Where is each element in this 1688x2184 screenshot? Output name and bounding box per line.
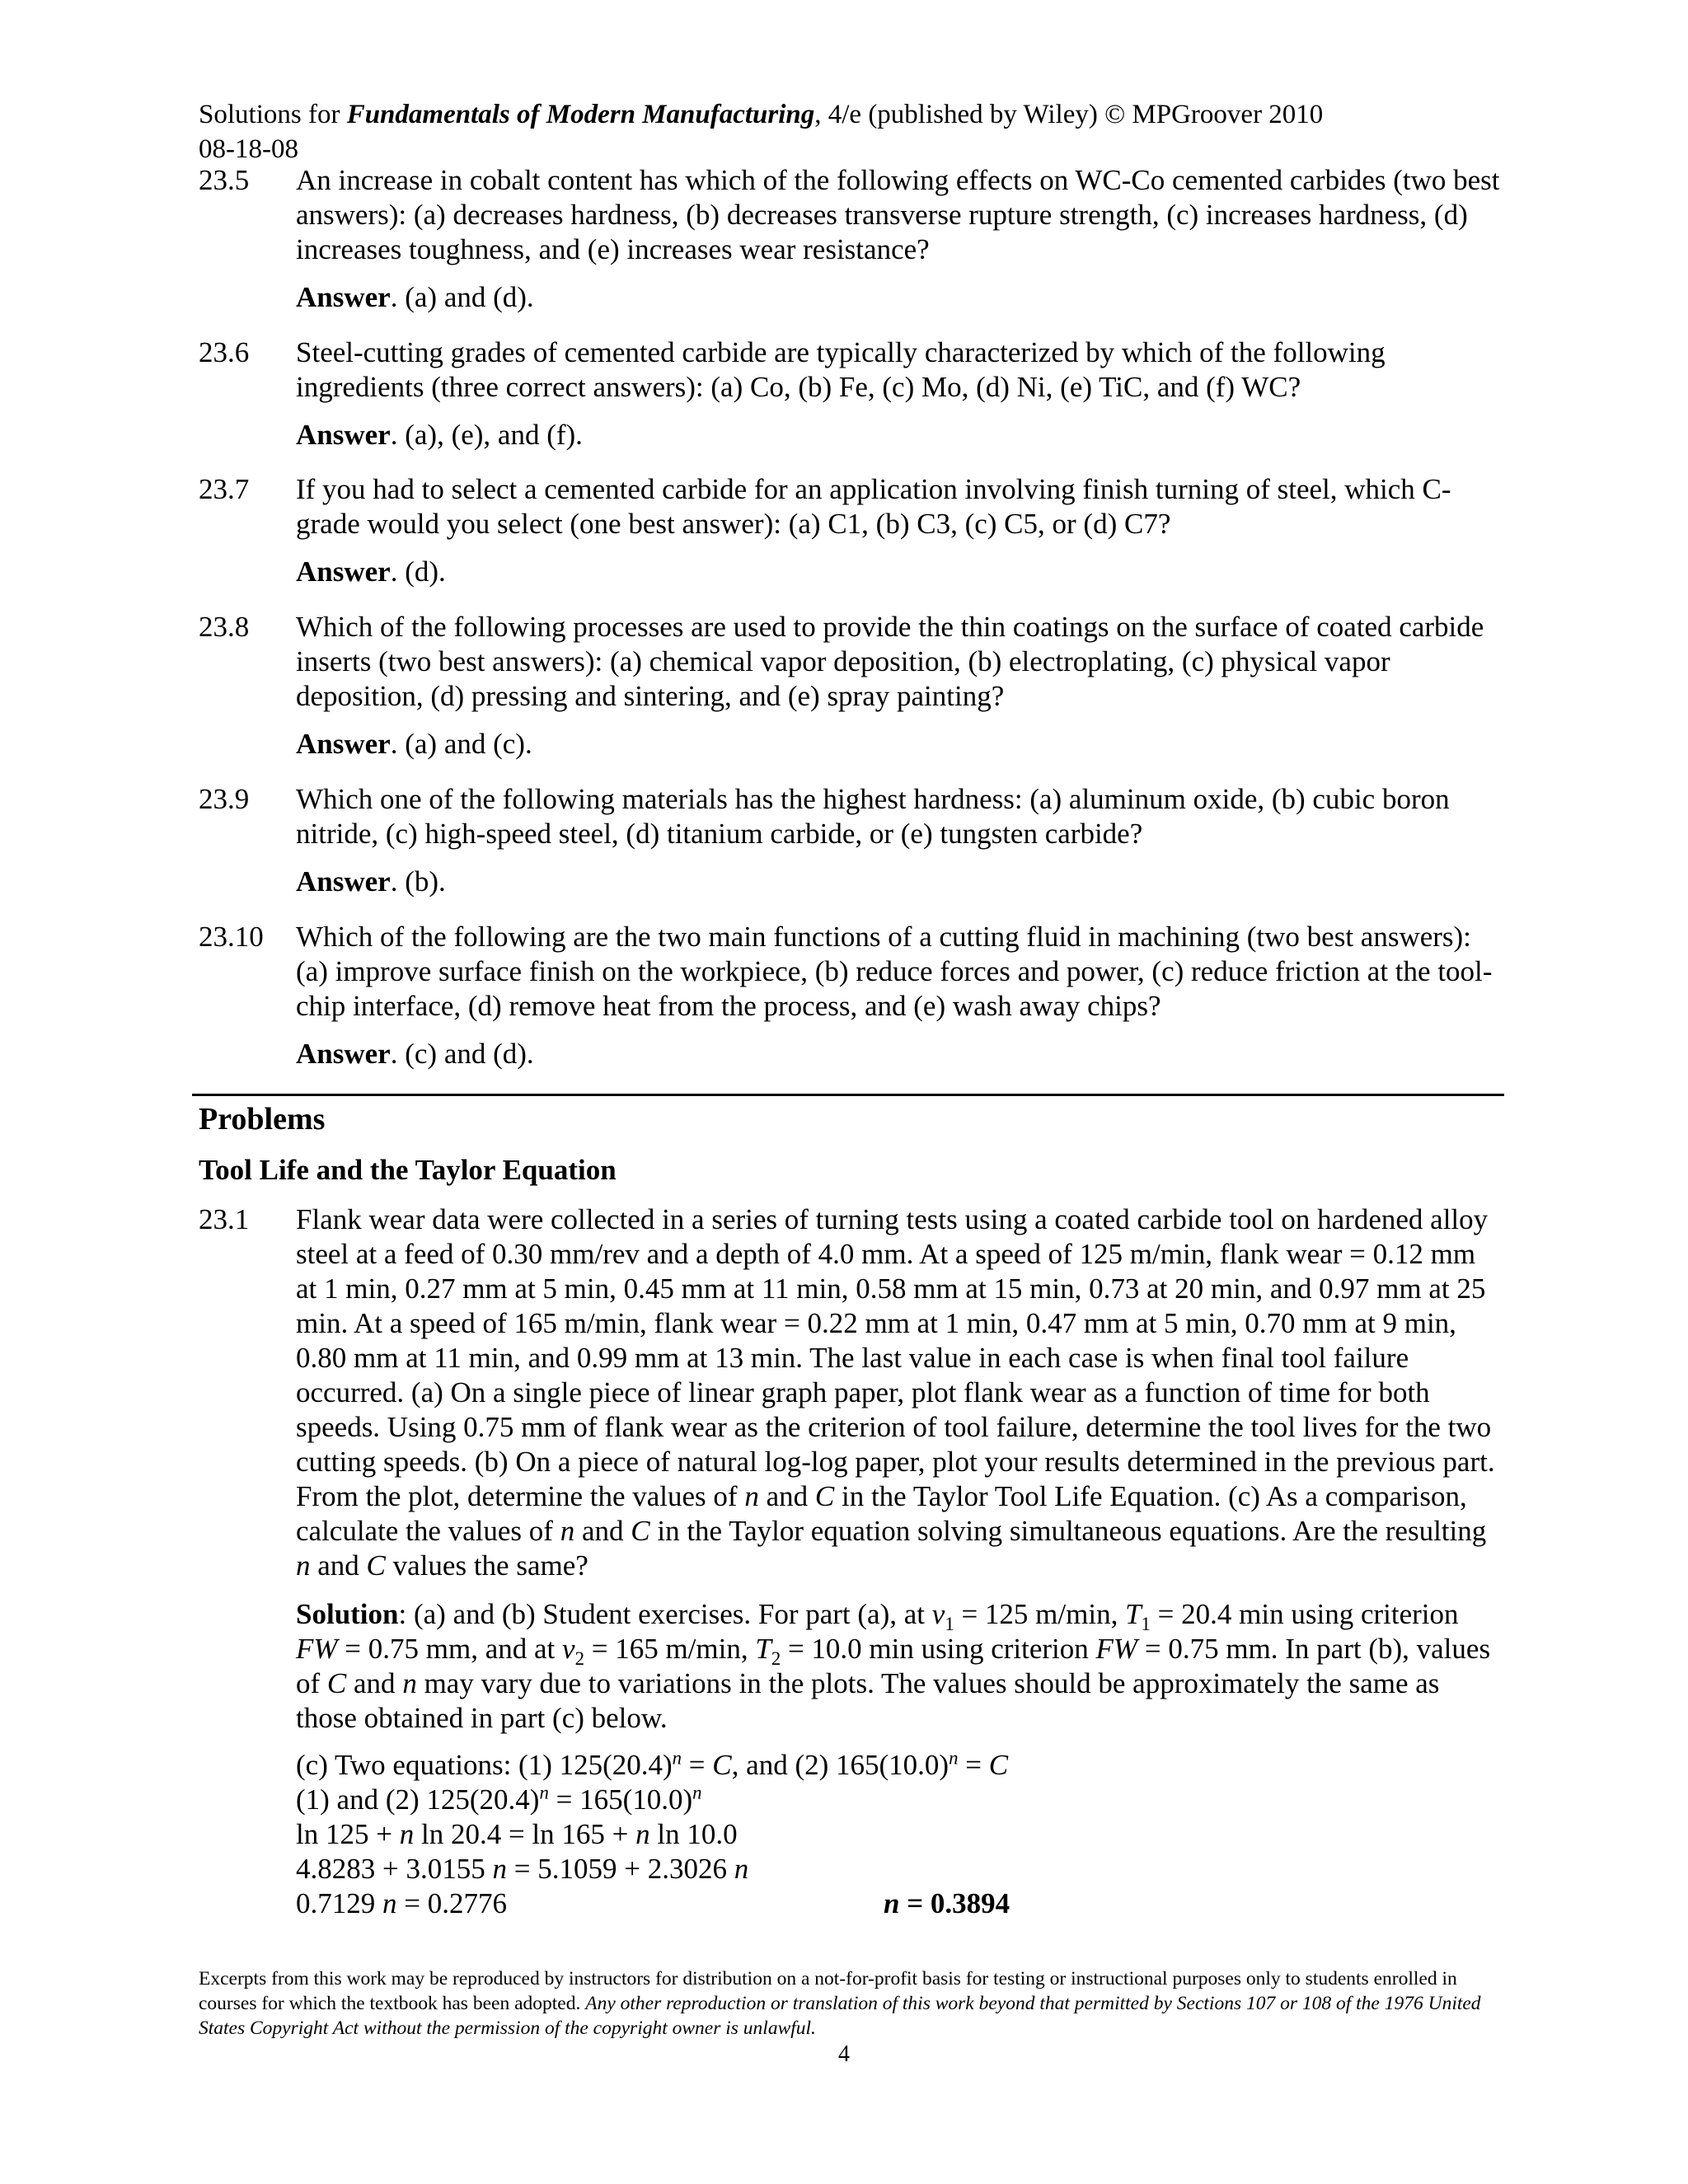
var-fw: FW	[296, 1633, 338, 1665]
eq-text: ln 125 +	[296, 1818, 400, 1850]
var-v: v	[931, 1598, 945, 1630]
problem-text-part: in the Taylor Tool Life Equation. (c) As a comparison, calculate the values of	[296, 1480, 1467, 1547]
eq-text: =	[958, 1749, 989, 1781]
problem-number: 23.1	[199, 1203, 250, 1235]
answer	[296, 865, 1501, 899]
subscript: 1	[945, 1614, 954, 1634]
solution-text: = 125 m/min,	[954, 1598, 1126, 1630]
answer-text: . (b).	[390, 865, 446, 898]
copyright-footer	[199, 1966, 1501, 2041]
question-23-10	[199, 920, 1501, 1071]
question-text: Which one of the following materials has the highest hardness: (a) aluminum oxide, (b) cubic boron nitride, (c) high-speed steel, (d) titanium carbide, or (e) tungsten carbide?	[296, 783, 1450, 850]
header-date: 08-18-08	[199, 134, 298, 164]
problem-text-part: in the Taylor equation solving simultaneous equations. Are the resulting	[649, 1515, 1487, 1547]
question-number: 23.8	[199, 611, 250, 643]
answer-text: . (c) and (d).	[390, 1038, 534, 1070]
section-heading: Tool Life and the Taylor Equation	[199, 1154, 617, 1186]
answer	[296, 418, 1501, 452]
var-t: T	[1125, 1598, 1142, 1630]
var-v: v	[562, 1633, 575, 1665]
problem-text-part: values the same?	[385, 1549, 588, 1582]
result-value: = 0.3894	[899, 1887, 1010, 1919]
var-n: n	[734, 1853, 749, 1885]
problem-text-part: Flank wear data were collected in a series of turning tests using a coated carbide tool on hardened alloy steel at a feed of 0.30 mm/rev and a depth of 4.0 mm. At a speed of 125 m/min, flank wear = 0.12 mm at 1 min, 0.27 mm at 5 min, 0.45 mm at 11 min, 0.58 mm at 15 min, 0.73 at 20 min, and 0.97 mm at 25 min. At a speed of 165 m/min, flank wear = 0.22 mm at 1 min, 0.47 mm at 5 min, 0.70 mm at 9 min, 0.80 mm at 11 min, and 0.99 mm at 13 min. The last value in each case is when final tool failure occurred. (a) On a single piece of linear graph paper, plot flank wear as a function of time for both speeds. Using 0.75 mm of flank wear as the criterion of tool failure, determine the tool lives for the two cutting speeds. (b) On a piece of natural log-log paper, plot your results determined in the previous part. From the plot, determine the values of	[296, 1203, 1495, 1512]
answer	[296, 555, 1501, 589]
result-n	[884, 1886, 1010, 1921]
answer-text: . (a), (e), and (f).	[390, 419, 583, 451]
equation-line-4	[296, 1852, 1501, 1886]
exponent-n: n	[539, 1782, 549, 1803]
question-text: Steel-cutting grades of cemented carbide are typically characterized by which of the following ingredients (three correct answers): (a) Co, (b) Fe, (c) Mo, (d) Ni, (e) TiC, and (f) WC?	[296, 336, 1386, 403]
var-n: n	[635, 1818, 650, 1850]
answer-label: Answer	[296, 728, 391, 760]
header-suffix: , 4/e (published by Wiley) © MPGroover 2010	[814, 100, 1324, 129]
eq-text: = 0.2776	[396, 1887, 507, 1919]
var-n: n	[399, 1818, 415, 1850]
var-n: n	[884, 1887, 900, 1919]
answer-label: Answer	[296, 419, 391, 451]
var-c: C	[988, 1749, 1009, 1781]
subscript: 2	[574, 1648, 584, 1669]
problem-text-part: and	[574, 1515, 631, 1547]
var-n: n	[382, 1887, 397, 1919]
problem-text-part: and	[310, 1549, 367, 1582]
eq-text: = 165(10.0)	[548, 1783, 693, 1816]
page-header	[199, 97, 1323, 166]
solution-text: may vary due to variations in the plots. The values should be approximately the same as those obtained in part (c) below.	[296, 1667, 1440, 1734]
equation-line-3	[296, 1817, 1501, 1852]
eq-text: , and (2) 165(10.0)	[731, 1749, 950, 1781]
solution-text: : (a) and (b) Student exercises. For part (a), at	[398, 1598, 932, 1630]
subscript: 2	[771, 1648, 781, 1669]
section-divider	[192, 1094, 1504, 1096]
var-c: C	[712, 1749, 732, 1781]
var-n: n	[402, 1667, 417, 1699]
book-title: Fundamentals of Modern Manufacturing	[346, 100, 815, 129]
solution-text: = 165 m/min,	[584, 1633, 756, 1665]
answer	[296, 1037, 1501, 1071]
answer	[296, 280, 1501, 315]
solution-label: Solution	[296, 1598, 399, 1630]
solution-text: = 0.75 mm. In part (b), values of	[296, 1633, 1491, 1699]
problem-text	[296, 1202, 1501, 1583]
question-number: 23.6	[199, 336, 250, 368]
header-line	[199, 97, 1323, 132]
problems-heading: Problems	[199, 1102, 326, 1137]
question-text: Which of the following are the two main functions of a cutting fluid in machining (two best answers): (a) improve surface finish on the workpiece, (b) reduce forces and power, (c) reduce friction at the tool-chip interface, (d) remove heat from the process, and (e) wash away chips?	[296, 921, 1493, 1022]
question-text: If you had to select a cemented carbide for an application involving finish turning of steel, which C-grade would you select (one best answer): (a) C1, (b) C3, (c) C5, or (d) C7?	[296, 473, 1451, 540]
subscript: 1	[1141, 1614, 1151, 1634]
eq-text: 0.7129	[296, 1887, 382, 1919]
question-number: 23.10	[199, 921, 264, 953]
var-c: C	[366, 1549, 386, 1582]
equation-line-2	[296, 1783, 1501, 1817]
var-t: T	[755, 1633, 771, 1665]
solution-text: = 0.75 mm, and at	[337, 1633, 563, 1665]
var-n: n	[492, 1853, 507, 1885]
var-n: n	[560, 1515, 575, 1547]
eq-text: (1) and (2) 125(20.4)	[296, 1783, 540, 1816]
solution-paragraph	[296, 1597, 1501, 1736]
question-number: 23.7	[199, 473, 250, 505]
solution-text: and	[346, 1667, 403, 1699]
footer-text: Excerpts from this work may be reproduced by instructors for distribution on a not-for-profit basis for testing or instructional purposes only to students enrolled in courses for which the textbook has been adopted.	[199, 1968, 1457, 2014]
eq-text: ln 10.0	[649, 1818, 738, 1850]
answer-text: . (a) and (d).	[390, 281, 534, 313]
var-fw: FW	[1095, 1633, 1138, 1665]
question-number: 23.9	[199, 783, 250, 815]
eq-text: 4.8283 + 3.0155	[296, 1853, 493, 1885]
page-number: 4	[838, 2041, 850, 2067]
eq-text: (c) Two equations: (1) 125(20.4)	[296, 1749, 673, 1781]
var-c: C	[326, 1667, 347, 1699]
answer	[296, 727, 1501, 762]
header-prefix: Solutions for	[199, 100, 347, 129]
question-text: An increase in cobalt content has which of the following effects on WC-Co cemented carbides (two best answers): (a) decreases hardness, (b) decreases transverse rupture strength, (c) increases hardness, (d) increases toughness, and (e) increases wear resistance?	[296, 164, 1500, 265]
answer-label: Answer	[296, 1038, 391, 1070]
answer-text: . (a) and (c).	[390, 728, 532, 760]
problem-23-1	[199, 1202, 1501, 1583]
exponent-n: n	[949, 1747, 959, 1769]
exponent-n: n	[672, 1747, 682, 1769]
equations-block	[296, 1748, 1501, 1921]
answer-label: Answer	[296, 281, 391, 313]
question-23-6	[199, 335, 1501, 452]
question-23-9	[199, 782, 1501, 899]
footer-italic-text: Any other reproduction or translation of this work beyond that permitted by Sections 107 or 108 of the 1976 United States Copyright Act without the permission of the copyright owner is unlawful.	[199, 1993, 1481, 2039]
exponent-n: n	[692, 1782, 702, 1803]
eq-text: ln 20.4 = ln 165 +	[414, 1818, 636, 1850]
answer-label: Answer	[296, 555, 391, 588]
solution-text: = 20.4 min using criterion	[1150, 1598, 1459, 1630]
answer-label: Answer	[296, 865, 391, 898]
eq-text: = 5.1059 + 2.3026	[507, 1853, 734, 1885]
problem-text-part: and	[758, 1480, 815, 1512]
var-n: n	[296, 1549, 311, 1582]
solution-text: = 10.0 min using criterion	[781, 1633, 1096, 1665]
answer-text: . (d).	[390, 555, 446, 588]
eq-text: =	[682, 1749, 713, 1781]
equation-line-1	[296, 1748, 1501, 1783]
question-number: 23.5	[199, 164, 250, 196]
var-c: C	[631, 1515, 650, 1547]
equation-line-5	[296, 1886, 1501, 1921]
question-23-7	[199, 472, 1501, 589]
question-23-5	[199, 163, 1501, 315]
var-n: n	[744, 1480, 759, 1512]
question-23-8	[199, 610, 1501, 762]
question-text: Which of the following processes are used to provide the thin coatings on the surface of coated carbide inserts (two best answers): (a) chemical vapor deposition, (b) electroplating, (c) physical vapor deposition, (d) pressing and sintering, and (e) spray painting?	[296, 611, 1484, 712]
var-c: C	[814, 1480, 835, 1512]
